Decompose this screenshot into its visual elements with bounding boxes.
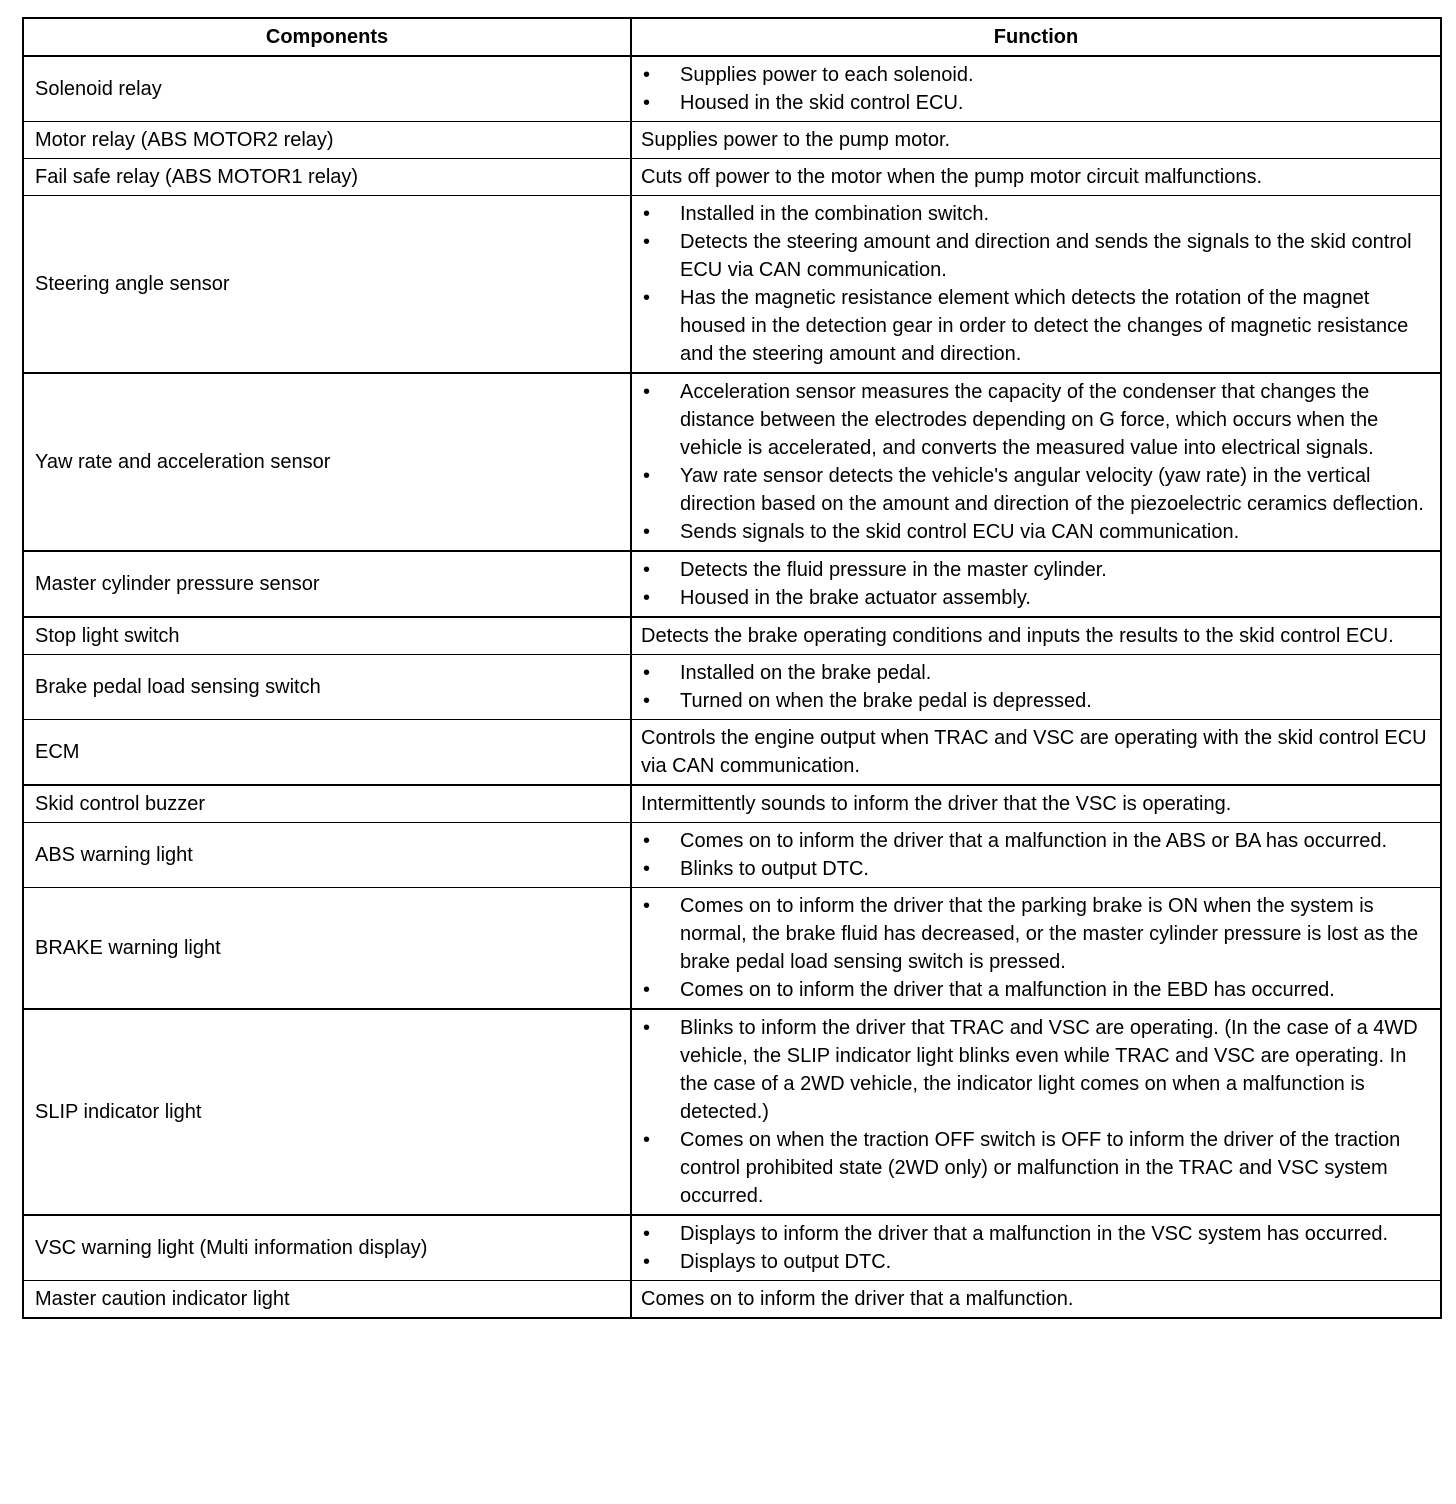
bullet-icon: • bbox=[643, 1251, 651, 1273]
bullet-text: Installed on the brake pedal. bbox=[680, 662, 932, 684]
list-item bbox=[641, 659, 1428, 687]
bullet-text: Installed in the combination switch. bbox=[680, 203, 990, 225]
function-text: Detects the brake operating conditions and inputs the results to the skid control ECU. bbox=[641, 625, 1394, 647]
component-cell: ECM bbox=[23, 720, 631, 786]
function-bullet-list bbox=[641, 556, 1428, 612]
function-cell bbox=[631, 617, 1441, 655]
list-item bbox=[641, 1220, 1428, 1248]
bullet-icon: • bbox=[643, 690, 651, 712]
function-text: Controls the engine output when TRAC and VSC are operating with the skid control ECU via CAN communication. bbox=[641, 727, 1427, 777]
table-row bbox=[23, 1009, 1441, 1215]
function-cell bbox=[631, 720, 1441, 786]
bullet-text: Detects the fluid pressure in the master cylinder. bbox=[680, 559, 1107, 581]
component-cell: Yaw rate and acceleration sensor bbox=[23, 373, 631, 551]
function-cell bbox=[631, 159, 1441, 196]
table-row bbox=[23, 823, 1441, 888]
table-row bbox=[23, 617, 1441, 655]
function-bullet-list bbox=[641, 1220, 1428, 1276]
function-bullet-list bbox=[641, 1014, 1428, 1210]
bullet-text: Blinks to inform the driver that TRAC and VSC are operating. (In the case of a 4WD vehicle, the SLIP indicator light blinks even while TRAC and VSC are operating. In the case of a 2WD vehicle, the indicator light comes on when a malfunction is detected.) bbox=[680, 1017, 1418, 1123]
bullet-text: Comes on to inform the driver that a malfunction in the EBD has occurred. bbox=[680, 979, 1335, 1001]
bullet-text: Housed in the brake actuator assembly. bbox=[680, 587, 1031, 609]
table-row bbox=[23, 551, 1441, 617]
list-item bbox=[641, 584, 1428, 612]
bullet-icon: • bbox=[643, 662, 651, 684]
list-item bbox=[641, 892, 1428, 976]
bullet-icon: • bbox=[643, 231, 651, 253]
bullet-icon: • bbox=[643, 1017, 651, 1039]
list-item bbox=[641, 228, 1428, 284]
function-cell bbox=[631, 1281, 1441, 1319]
function-text: Cuts off power to the motor when the pump motor circuit malfunctions. bbox=[641, 166, 1263, 188]
table-row bbox=[23, 1215, 1441, 1281]
function-cell bbox=[631, 1215, 1441, 1281]
table-row bbox=[23, 373, 1441, 551]
bullet-text: Supplies power to each solenoid. bbox=[680, 64, 974, 86]
function-bullet-list bbox=[641, 892, 1428, 1004]
component-cell: Brake pedal load sensing switch bbox=[23, 655, 631, 720]
component-cell: Fail safe relay (ABS MOTOR1 relay) bbox=[23, 159, 631, 196]
component-cell: SLIP indicator light bbox=[23, 1009, 631, 1215]
component-cell: Master cylinder pressure sensor bbox=[23, 551, 631, 617]
function-text: Supplies power to the pump motor. bbox=[641, 129, 951, 151]
function-cell bbox=[631, 785, 1441, 823]
component-cell: Solenoid relay bbox=[23, 56, 631, 122]
function-cell bbox=[631, 56, 1441, 122]
bullet-text: Displays to inform the driver that a malfunction in the VSC system has occurred. bbox=[680, 1223, 1389, 1245]
bullet-icon: • bbox=[643, 830, 651, 852]
bullet-text: Comes on when the traction OFF switch is OFF to inform the driver of the traction control prohibited state (2WD only) or malfunction in the TRAC and VSC system occurred. bbox=[680, 1129, 1401, 1207]
header-function: Function bbox=[631, 18, 1441, 56]
table-row bbox=[23, 655, 1441, 720]
bullet-text: Displays to output DTC. bbox=[680, 1251, 892, 1273]
bullet-icon: • bbox=[643, 465, 651, 487]
list-item bbox=[641, 462, 1428, 518]
bullet-icon: • bbox=[643, 979, 651, 1001]
bullet-text: Detects the steering amount and direction and sends the signals to the skid control ECU via CAN communication. bbox=[680, 231, 1412, 281]
function-cell bbox=[631, 196, 1441, 374]
function-bullet-list bbox=[641, 659, 1428, 715]
bullet-text: Yaw rate sensor detects the vehicle's angular velocity (yaw rate) in the vertical direction based on the amount and direction of the piezoelectric ceramics deflection. bbox=[680, 465, 1424, 515]
list-item bbox=[641, 687, 1428, 715]
component-cell: Skid control buzzer bbox=[23, 785, 631, 823]
bullet-icon: • bbox=[643, 858, 651, 880]
component-cell: BRAKE warning light bbox=[23, 888, 631, 1010]
bullet-icon: • bbox=[643, 64, 651, 86]
list-item bbox=[641, 556, 1428, 584]
bullet-icon: • bbox=[643, 203, 651, 225]
bullet-text: Turned on when the brake pedal is depressed. bbox=[680, 690, 1092, 712]
component-cell: ABS warning light bbox=[23, 823, 631, 888]
function-bullet-list bbox=[641, 61, 1428, 117]
component-cell: Stop light switch bbox=[23, 617, 631, 655]
list-item bbox=[641, 827, 1428, 855]
bullet-text: Sends signals to the skid control ECU via CAN communication. bbox=[680, 521, 1240, 543]
bullet-icon: • bbox=[643, 895, 651, 917]
list-item bbox=[641, 284, 1428, 368]
list-item bbox=[641, 855, 1428, 883]
bullet-icon: • bbox=[643, 287, 651, 309]
bullet-text: Housed in the skid control ECU. bbox=[680, 92, 964, 114]
table-row bbox=[23, 720, 1441, 786]
function-cell bbox=[631, 122, 1441, 159]
bullet-text: Acceleration sensor measures the capacity of the condenser that changes the distance between the electrodes depending on G force, which occurs when the vehicle is accelerated, and converts the measured value into electrical signals. bbox=[680, 381, 1379, 459]
function-text: Comes on to inform the driver that a malfunction. bbox=[641, 1288, 1074, 1310]
list-item bbox=[641, 1014, 1428, 1126]
list-item bbox=[641, 89, 1428, 117]
bullet-icon: • bbox=[643, 1129, 651, 1151]
table-header-row bbox=[23, 18, 1441, 56]
list-item bbox=[641, 518, 1428, 546]
table-body bbox=[23, 56, 1441, 1318]
bullet-icon: • bbox=[643, 92, 651, 114]
bullet-icon: • bbox=[643, 381, 651, 403]
bullet-text: Comes on to inform the driver that a malfunction in the ABS or BA has occurred. bbox=[680, 830, 1388, 852]
list-item bbox=[641, 61, 1428, 89]
component-cell: VSC warning light (Multi information display) bbox=[23, 1215, 631, 1281]
bullet-icon: • bbox=[643, 587, 651, 609]
function-cell bbox=[631, 551, 1441, 617]
function-cell bbox=[631, 888, 1441, 1010]
table-row bbox=[23, 888, 1441, 1010]
function-bullet-list bbox=[641, 827, 1428, 883]
table-row bbox=[23, 159, 1441, 196]
function-cell bbox=[631, 823, 1441, 888]
function-bullet-list bbox=[641, 378, 1428, 546]
list-item bbox=[641, 378, 1428, 462]
function-cell bbox=[631, 373, 1441, 551]
component-cell: Motor relay (ABS MOTOR2 relay) bbox=[23, 122, 631, 159]
table-row bbox=[23, 1281, 1441, 1319]
list-item bbox=[641, 1248, 1428, 1276]
function-text: Intermittently sounds to inform the driver that the VSC is operating. bbox=[641, 793, 1232, 815]
list-item bbox=[641, 976, 1428, 1004]
bullet-text: Comes on to inform the driver that the parking brake is ON when the system is normal, the brake fluid has decreased, or the master cylinder pressure is lost as the brake pedal load sensing switch is pressed. bbox=[680, 895, 1419, 973]
list-item bbox=[641, 1126, 1428, 1210]
table-row bbox=[23, 56, 1441, 122]
bullet-text: Has the magnetic resistance element which detects the rotation of the magnet housed in the detection gear in order to detect the changes of magnetic resistance and the steering amount and direction. bbox=[680, 287, 1409, 365]
bullet-icon: • bbox=[643, 559, 651, 581]
table-row bbox=[23, 122, 1441, 159]
function-cell bbox=[631, 1009, 1441, 1215]
function-bullet-list bbox=[641, 200, 1428, 368]
component-cell: Master caution indicator light bbox=[23, 1281, 631, 1319]
component-cell: Steering angle sensor bbox=[23, 196, 631, 374]
function-cell bbox=[631, 655, 1441, 720]
bullet-icon: • bbox=[643, 521, 651, 543]
table-row bbox=[23, 785, 1441, 823]
header-components: Components bbox=[23, 18, 631, 56]
list-item bbox=[641, 200, 1428, 228]
bullet-icon: • bbox=[643, 1223, 651, 1245]
table-row bbox=[23, 196, 1441, 374]
components-function-table bbox=[22, 17, 1442, 1319]
bullet-text: Blinks to output DTC. bbox=[680, 858, 869, 880]
